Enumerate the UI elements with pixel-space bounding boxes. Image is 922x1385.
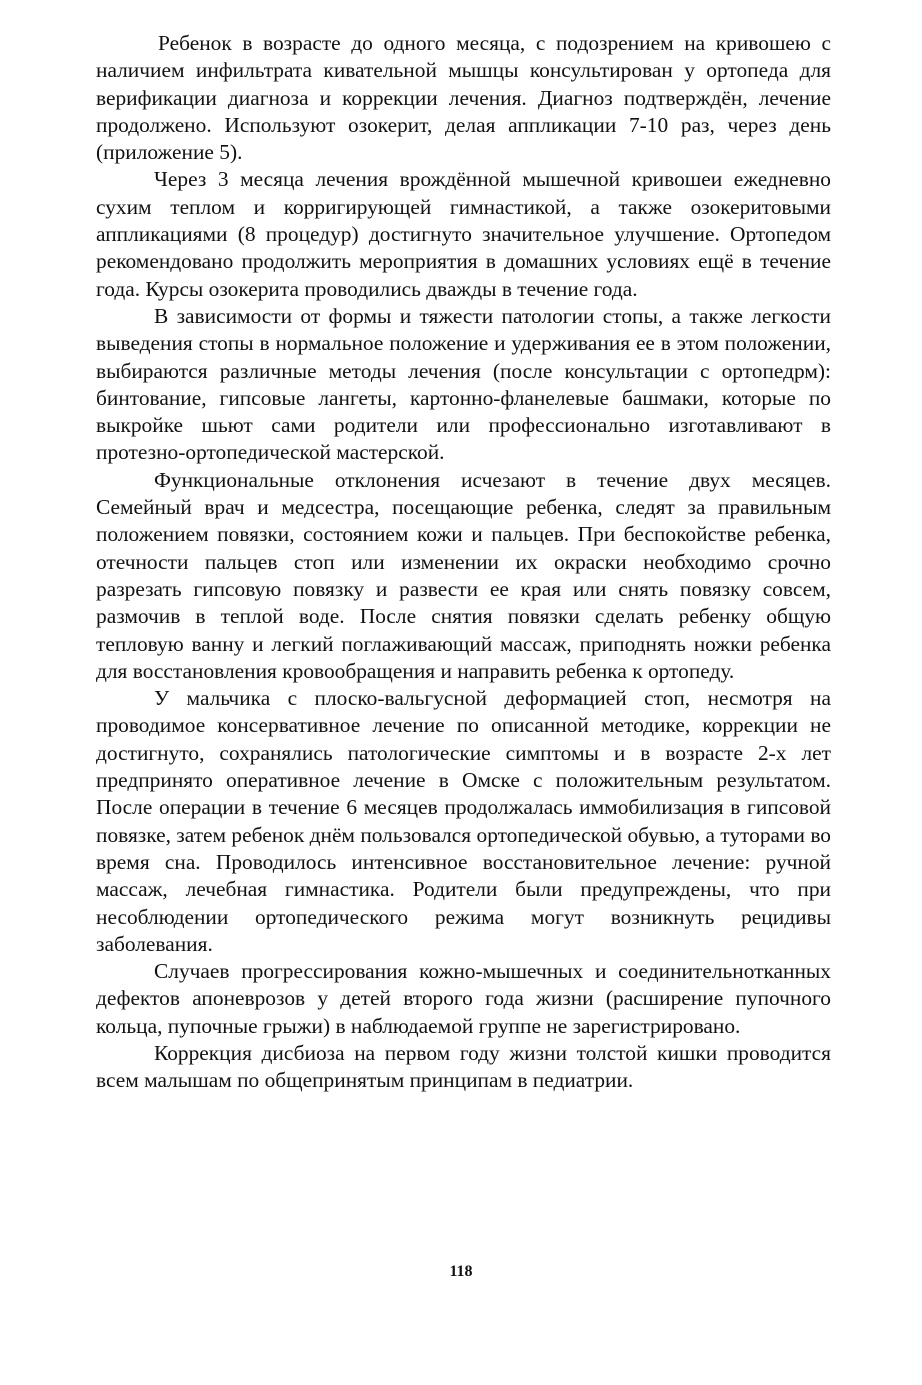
paragraph-defects-progression: Случаев прогрессирования кожно-мышечных и соединительнотканных дефектов апоневрозов у детей второго года жизни (расширение пупочного кольца, пупочные грыжи) в наблюдаемой группе не зарегистрировано. (96, 959, 831, 1038)
paragraph-dysbiosis-correction: Коррекция дисбиоза на первом году жизни толстой кишки проводится всем малышам по общепринятым принципам в педиатрии. (96, 1040, 831, 1093)
page-number: 118 (449, 1263, 473, 1280)
paragraph-bandage-monitoring: Функциональные отклонения исчезают в течение двух месяцев. Семейный врач и медсестра, посещающие ребенка, следят за правильным положением повязки, состоянием кожи и пальцев. При беспокойстве ребенка, отечности пальцев стоп или изменении их окраски необходимо срочно разрезать гипсовую повязку и развести ее края или снять повязку совсем, размочив в теплой воде. После снятия повязки сделать ребенку общую тепловую ванну и легкий поглаживающий массаж, приподнять ножки ребенка для восстановления кровообращения и направить ребенка к ортопеду. (96, 467, 831, 683)
paragraph-torticollis-treatment: Через 3 месяца лечения врождённой мышечной кривошеи ежедневно сухим теплом и корригирующей гимнастикой, а также озокеритовыми аппликациями (8 процедур) достигнуто значительное улучшение. Ортопедом рекомендовано продолжить мероприятия в домашних условиях ещё в течение года. Курсы озокерита проводились дважды в течение года. (96, 167, 831, 301)
paragraph-surgical-case: У мальчика с плоско-вальгусной деформацией стоп, несмотря на проводимое консервативное лечение по описанной методике, коррекции не достигнуто, сохранялись патологические симптомы и в возрасте 2-х лет предпринято оперативное лечение в Омске с положительным результатом. После операции в течение 6 месяцев продолжалась иммобилизация в гипсовой повязке, затем ребенок днём пользовался ортопедической обувью, а туторами во время сна. Проводилось интенсивное восстановительное лечение: ручной массаж, лечебная гимнастика. Родители были предупреждены, что при несоблюдении ортопедического режима могут возникнуть рецидивы заболевания. (96, 686, 831, 956)
paragraph-torticollis-consultation: Ребенок в возрасте до одного месяца, с подозрением на кривошею с наличием инфильтрата кивательной мышцы консультирован у ортопеда для верификации диагноза и коррекции лечения. Диагноз подтверждён, лечение продолжено. Используют озокерит, делая аппликации 7-10 раз, через день (приложение 5). (96, 31, 831, 165)
paragraph-foot-treatment-methods: В зависимости от формы и тяжести патологии стопы, а также легкости выведения стопы в нормальное положение и удерживания ее в этом положении, выбираются различные методы лечения (после консультации с ортопедрм): бинтование, гипсовые лангеты, картонно-фланелевые башмаки, которые по выкройке шьют сами родители или профессионально изготавливают в протезно-ортопедической мастерской. (96, 303, 831, 465)
document-body (96, 30, 831, 1095)
